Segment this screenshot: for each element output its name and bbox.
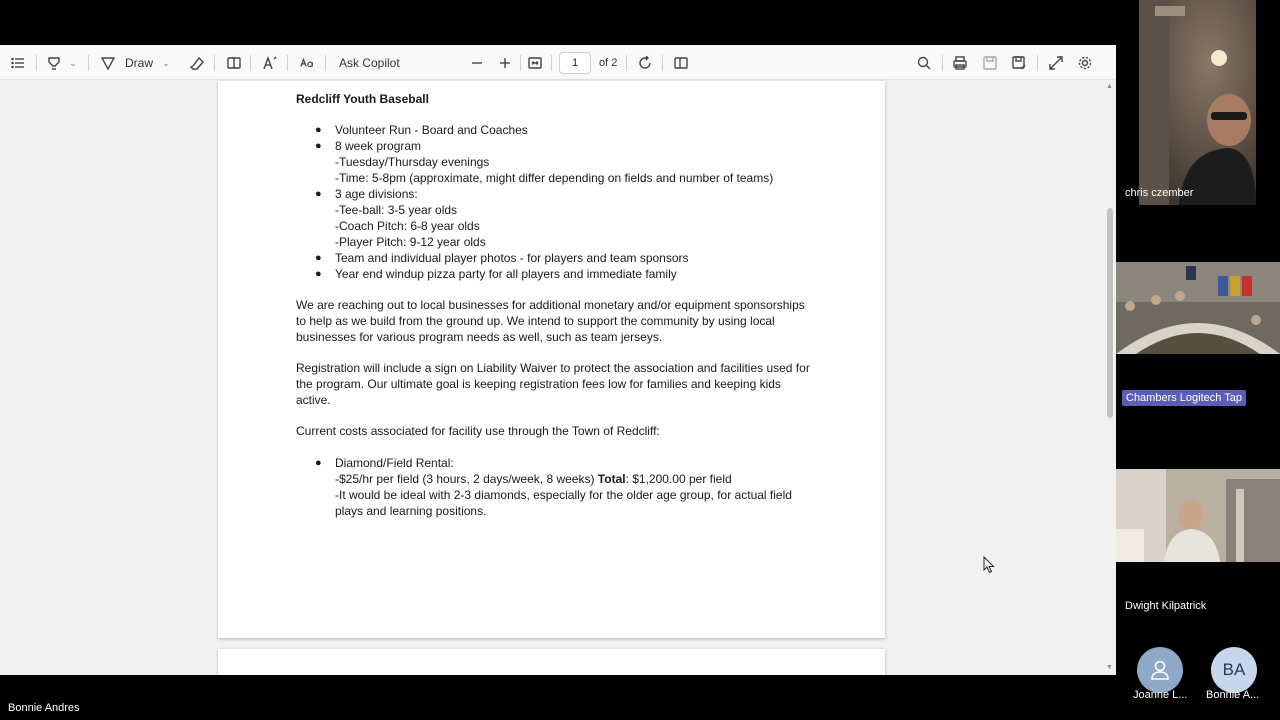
pdf-page-2 xyxy=(218,649,885,675)
document-title: Redcliff Youth Baseball xyxy=(296,92,429,106)
pdf-toolbar xyxy=(0,45,1116,80)
toolbar-divider xyxy=(520,55,521,71)
page-view-icon[interactable] xyxy=(673,54,689,72)
costs-list xyxy=(296,455,816,519)
avatar-bonnie[interactable]: BA xyxy=(1211,647,1257,693)
search-icon[interactable] xyxy=(916,54,932,72)
ask-copilot-button[interactable]: Ask Copilot xyxy=(339,56,400,70)
bullet-icon: ● xyxy=(315,140,322,152)
participant-video xyxy=(1116,469,1280,562)
toolbar-divider xyxy=(36,55,37,71)
avatar-joanne[interactable] xyxy=(1137,647,1183,693)
chevron-down-icon[interactable]: ⌄ xyxy=(69,57,77,68)
document-scroll-area[interactable] xyxy=(0,81,1104,675)
presenter-name: Bonnie Andres xyxy=(8,702,80,714)
list-item xyxy=(296,250,816,266)
list-sub-line: -Time: 5-8pm (approximate, might differ depending on fields and number of teams) xyxy=(335,171,774,185)
save-as-icon[interactable] xyxy=(1011,54,1027,72)
participant-name: Joanne L... xyxy=(1133,689,1188,701)
list-item-text: Volunteer Run - Board and Coaches xyxy=(335,123,528,137)
list-item xyxy=(296,455,816,471)
toolbar-divider xyxy=(287,55,288,71)
person-icon xyxy=(1149,659,1171,681)
video-tile-chambers[interactable] xyxy=(1116,262,1280,354)
fullscreen-icon[interactable] xyxy=(1048,54,1064,72)
list-item xyxy=(296,186,816,202)
video-tile-dwight-kilpatrick[interactable] xyxy=(1116,469,1280,562)
toolbar-divider xyxy=(214,55,215,71)
costs-intro-paragraph: Current costs associated for facility use through the Town of Redcliff: xyxy=(296,424,660,438)
shared-screen-pdf-viewer xyxy=(0,45,1116,675)
total-label: Total xyxy=(597,472,626,486)
participant-video xyxy=(1139,0,1256,205)
list-sub-line: -Tuesday/Thursday evenings xyxy=(335,155,490,169)
list-item-text: 8 week program xyxy=(335,139,422,153)
print-icon[interactable] xyxy=(952,54,968,72)
mouse-cursor-icon xyxy=(983,556,995,574)
toolbar-divider xyxy=(942,55,943,71)
participant-name: chris czember xyxy=(1125,187,1194,199)
vertical-scrollbar[interactable] xyxy=(1104,80,1116,675)
bullet-icon: ● xyxy=(315,188,322,200)
list-sub-line: -Coach Pitch: 6-8 year olds xyxy=(335,219,480,233)
read-aloud-icon[interactable] xyxy=(262,54,278,72)
list-item xyxy=(296,138,816,154)
scrollbar-thumb[interactable] xyxy=(1107,208,1113,418)
list-item-text: Diamond/Field Rental: xyxy=(335,456,454,470)
list-sub-line xyxy=(296,471,816,487)
participant-name: Chambers Logitech Tap xyxy=(1122,390,1246,406)
toolbar-divider xyxy=(325,55,326,71)
fit-to-width-icon[interactable] xyxy=(527,54,543,72)
draw-icon[interactable] xyxy=(100,54,116,72)
bullet-icon: ● xyxy=(315,124,322,136)
total-value: : $1,200.00 per field xyxy=(625,472,732,486)
pdf-page-1 xyxy=(218,81,885,638)
rate-text: -$25/hr per field (3 hours, 2 days/week, 8 weeks) xyxy=(335,472,598,486)
settings-gear-icon[interactable] xyxy=(1077,54,1093,72)
save-icon[interactable] xyxy=(982,54,998,72)
list-sub-line: -Player Pitch: 9-12 year olds xyxy=(335,235,486,249)
toolbar-divider xyxy=(88,55,89,71)
chevron-down-icon[interactable]: ⌄ xyxy=(162,57,170,68)
bullet-icon: ● xyxy=(315,457,322,469)
participant-video xyxy=(1116,262,1280,354)
rotate-icon[interactable] xyxy=(637,54,653,72)
list-sub-line: -Tee-ball: 3-5 year olds xyxy=(335,203,458,217)
list-item-text: Year end windup pizza party for all players and immediate family xyxy=(335,267,677,281)
draw-button[interactable]: Draw xyxy=(125,56,154,70)
registration-paragraph: Registration will include a sign on Liability Waiver to protect the association and facilities used for the program. Our ultimate goal is keeping registration fees low for families and keeping kids active. xyxy=(296,361,810,407)
document-content xyxy=(296,91,816,519)
program-details-list xyxy=(296,122,816,282)
text-box-icon[interactable] xyxy=(226,54,242,72)
video-tile-chris-czember[interactable] xyxy=(1139,0,1256,205)
sponsorship-paragraph: We are reaching out to local businesses for additional monetary and/or equipment sponsorships to help as we build from the ground up. We intend to support the community by using local businesses for various program needs as well, such as team jerseys. xyxy=(296,298,805,344)
page-number-input[interactable]: 1 xyxy=(559,52,591,74)
list-item xyxy=(296,266,816,282)
list-sub-line: -It would be ideal with 2-3 diamonds, especially for the older age group, for actual field plays and learning positions. xyxy=(335,488,792,518)
toolbar-divider xyxy=(662,55,663,71)
zoom-out-icon[interactable] xyxy=(470,54,484,72)
translate-icon[interactable] xyxy=(298,54,316,72)
toolbar-divider xyxy=(250,55,251,71)
participant-name: Dwight Kilpatrick xyxy=(1125,600,1207,612)
zoom-in-icon[interactable] xyxy=(498,54,512,72)
participant-name: Bonnie A... xyxy=(1206,689,1260,701)
highlight-icon[interactable] xyxy=(46,54,62,72)
toolbar-divider xyxy=(551,55,552,71)
bullet-icon: ● xyxy=(315,252,322,264)
toolbar-divider xyxy=(1037,55,1038,71)
bullet-icon: ● xyxy=(315,268,322,280)
list-item xyxy=(296,122,816,138)
scroll-down-icon[interactable]: ▼ xyxy=(1106,664,1113,671)
page-total: of 2 xyxy=(599,57,618,69)
table-of-contents-icon[interactable] xyxy=(10,54,26,72)
list-item-text: Team and individual player photos - for players and team sponsors xyxy=(335,251,689,265)
toolbar-divider xyxy=(626,55,627,71)
scroll-up-icon[interactable]: ▲ xyxy=(1106,83,1113,90)
list-item-text: 3 age divisions: xyxy=(335,187,418,201)
eraser-icon[interactable] xyxy=(189,54,205,72)
